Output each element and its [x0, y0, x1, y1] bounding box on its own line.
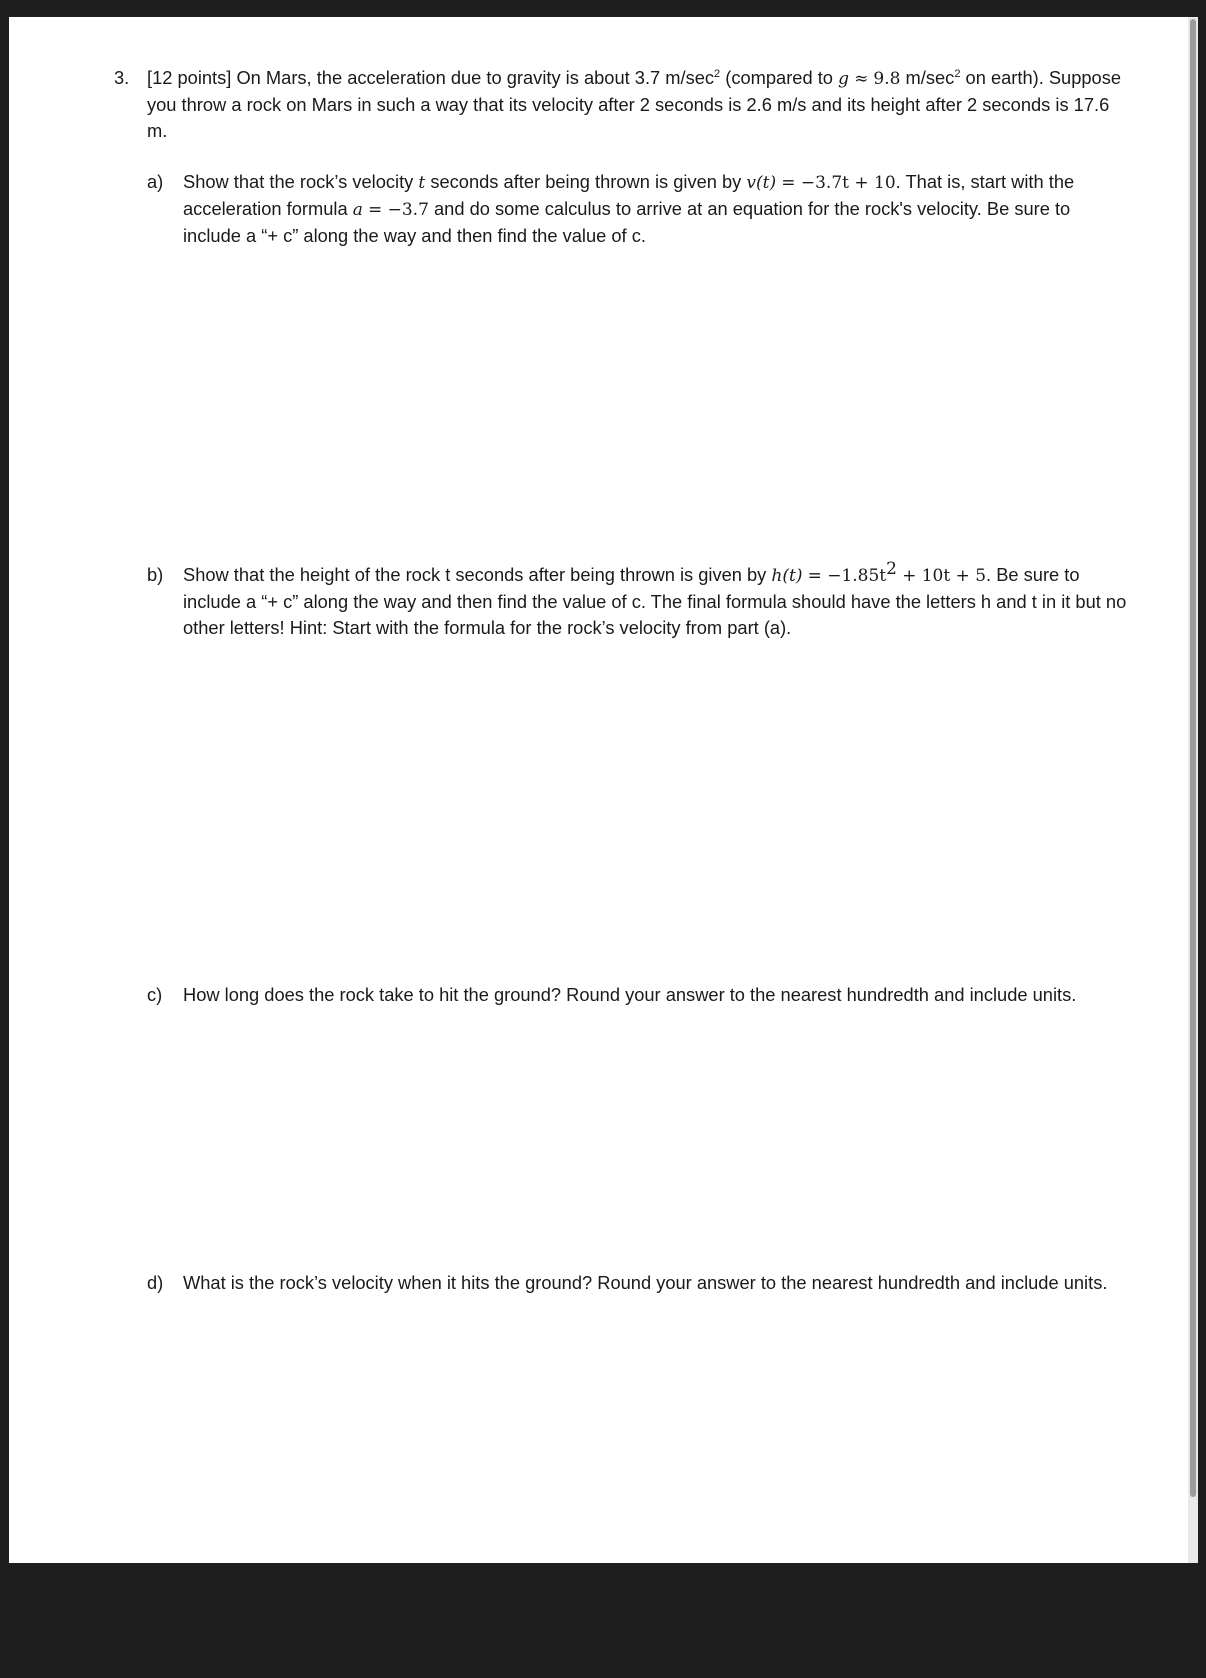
height-exponent: 2 — [886, 559, 897, 579]
height-function: h(t) — [771, 566, 803, 586]
a-symbol: a — [352, 200, 363, 220]
part-a-text-1: Show that the rock’s velocity — [183, 171, 414, 192]
g-symbol: g — [838, 69, 849, 89]
part-a-text-4: and do some calculus to arrive at an equation for the rock's velocity. Be sure to include a “+ c” along the way and then find the value of c. — [183, 198, 1071, 246]
part-b-text — [183, 559, 1133, 641]
question-number: 3. — [114, 67, 130, 88]
scrollbar-thumb[interactable] — [1190, 19, 1196, 1497]
question-intro — [147, 65, 1132, 144]
g-value: 9.8 — [873, 69, 901, 89]
part-b-label: b) — [147, 564, 164, 585]
intro-text-1: On Mars, the acceleration due to gravity is about 3.7 m/sec — [236, 67, 715, 88]
acceleration-equation: = −3.7 — [367, 200, 429, 220]
part-d-text: What is the rock’s velocity when it hits the ground? Round your answer to the nearest hundredth and include units. — [183, 1272, 1108, 1293]
velocity-function: v(t) — [746, 173, 777, 193]
part-a-label: a) — [147, 171, 164, 192]
superscript: 2 — [714, 68, 721, 80]
question-points: [12 points] — [147, 67, 232, 88]
intro-text-2: (compared to — [725, 67, 833, 88]
part-d-label: d) — [147, 1272, 164, 1293]
part-b-text-1: Show that the height of the rock t seconds after being thrown is given by — [183, 564, 767, 585]
part-a-text-3: . That is, start with the acceleration formula — [183, 171, 1075, 219]
part-c-text: How long does the rock take to hit the ground? Round your answer to the nearest hundredth and include units. — [183, 984, 1077, 1005]
scrollbar[interactable] — [1188, 17, 1198, 1563]
approx-symbol: ≈ — [854, 69, 869, 89]
part-b-text-2: . Be sure to include a “+ c” along the way and then find the value of c. The final formula should have the letters h and t in it but no other letters! Hint: Start with the formula for the rock’s velocity from part (a). — [183, 564, 1127, 638]
height-equation-2: + 10t + 5 — [902, 566, 987, 586]
superscript: 2 — [954, 68, 961, 80]
intro-text-3: m/sec — [905, 67, 955, 88]
height-equation-1: = −1.85t — [807, 566, 887, 586]
intro-text-4: on earth). Suppose you throw a rock on Mars in such a way that its velocity after 2 seconds is 2.6 m/s and its height after 2 seconds is 17.6 m. — [147, 67, 1122, 141]
t-symbol: t — [418, 173, 426, 193]
part-c-label: c) — [147, 984, 163, 1005]
part-a-text — [183, 169, 1133, 249]
part-a-text-2: seconds after being thrown is given by — [430, 171, 742, 192]
velocity-equation: = −3.7t + 10 — [781, 173, 896, 193]
